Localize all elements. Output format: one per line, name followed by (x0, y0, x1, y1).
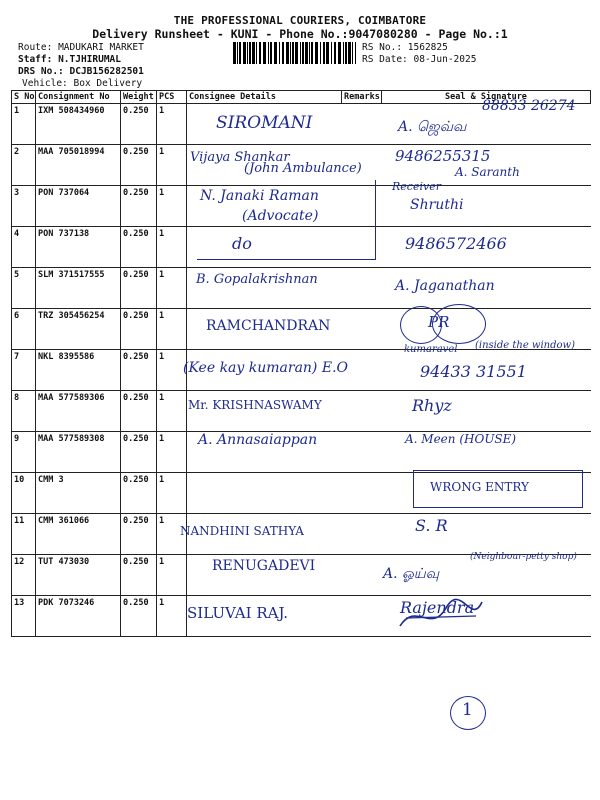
cell-consignment-no: TUT 473030 (36, 555, 121, 596)
cell-pcs: 1 (157, 227, 187, 268)
cell-consignment-no: TRZ 305456254 (36, 309, 121, 350)
cell-sno: 4 (12, 227, 36, 268)
route-label: Route: (18, 42, 53, 53)
table-row (12, 596, 591, 637)
hw-r7-note-a: kumaravel (404, 344, 458, 355)
hw-r1-consignee: SIROMANI (216, 113, 313, 133)
cell-pcs: 1 (157, 391, 187, 432)
col-header-weight: Weight (121, 91, 157, 104)
cell-sno: 8 (12, 391, 36, 432)
hw-r7-consignee: (Kee kay kumaran) E.O (183, 360, 348, 376)
hw-r2-phone: 9486255315 (395, 147, 491, 165)
hw-r1-phone: 88833 26274 (482, 98, 576, 114)
col-header-pcs: PCS (157, 91, 187, 104)
cell-weight: 0.250 (121, 145, 157, 186)
cell-remarks (342, 514, 382, 555)
cell-weight: 0.250 (121, 432, 157, 473)
col-header-consignee: Consignee Details (187, 91, 342, 104)
cell-sno: 3 (12, 186, 36, 227)
cell-weight: 0.250 (121, 104, 157, 145)
cell-weight: 0.250 (121, 596, 157, 637)
hw-r7-phone: 94433 31551 (420, 362, 527, 381)
rs-no-value: 1562825 (407, 42, 448, 53)
hw-r8-sign: Rhyz (412, 396, 452, 415)
runsheet-title: Delivery Runsheet - KUNI - Phone No.:9047080280 - Page No.:1 (92, 27, 508, 41)
cell-remarks (342, 104, 382, 145)
col-header-remarks: Remarks (342, 91, 382, 104)
barcode-image (233, 42, 356, 64)
vehicle-value: Box Delivery (73, 78, 143, 89)
cell-weight: 0.250 (121, 186, 157, 227)
cell-sno: 5 (12, 268, 36, 309)
hw-r5-sign: A. Jaganathan (395, 278, 495, 294)
cell-weight: 0.250 (121, 391, 157, 432)
col-header-consignment: Consignment No (36, 91, 121, 104)
hw-r13-sign: Rajendra (400, 598, 475, 617)
company-name: THE PROFESSIONAL COURIERS, COIMBATORE (173, 14, 427, 27)
cell-consignment-no: PON 737138 (36, 227, 121, 268)
cell-consignment-no: NKL 8395586 (36, 350, 121, 391)
cell-remarks (342, 473, 382, 514)
hw-r3-consignee-b: (Advocate) (242, 208, 319, 224)
hw-r12-note: (Neighbour-petty shop) (470, 552, 577, 562)
cell-consignment-no: CMM 361066 (36, 514, 121, 555)
route-value: MADUKARI MARKET (58, 42, 144, 53)
hw-r6-sign: PR (428, 313, 450, 331)
cell-weight: 0.250 (121, 350, 157, 391)
col-header-sno: S No (12, 91, 36, 104)
cell-consignment-no: IXM 508434960 (36, 104, 121, 145)
cell-pcs: 1 (157, 309, 187, 350)
rs-date-value: 08-Jun-2025 (413, 54, 477, 65)
cell-weight: 0.250 (121, 473, 157, 514)
cell-sno: 2 (12, 145, 36, 186)
rs-no-label: RS No.: (362, 42, 403, 53)
hw-r6-consignee: RAMCHANDRAN (206, 318, 331, 334)
hw-r8-consignee: Mr. KRISHNASWAMY (188, 398, 322, 412)
hw-r5-consignee: B. Gopalakrishnan (196, 272, 318, 287)
hw-r11-consignee: NANDHINI SATHYA (180, 524, 304, 538)
cell-pcs: 1 (157, 514, 187, 555)
col-header-seal: Seal & Signature (382, 91, 591, 104)
drs-label: DRS No.: (18, 66, 64, 77)
cell-pcs: 1 (157, 432, 187, 473)
cell-sno: 1 (12, 104, 36, 145)
cell-remarks (342, 391, 382, 432)
hw-r12-sign: A. ஓய்வு (383, 566, 440, 582)
cell-pcs: 1 (157, 596, 187, 637)
cell-consignment-no: MAA 577589308 (36, 432, 121, 473)
hw-r9-sign: A. Meen (HOUSE) (405, 432, 517, 446)
vehicle-label: Vehicle: (22, 78, 68, 89)
hw-r1-sign: A. ஜெவ்வ (398, 119, 467, 135)
cell-consignment-no: CMM 3 (36, 473, 121, 514)
hw-r9-consignee: A. Annasaiappan (198, 432, 318, 448)
cell-seal-signature (382, 514, 591, 555)
hw-page-mark: 1 (462, 700, 473, 720)
hw-r3-bracket (197, 180, 376, 260)
cell-sno: 12 (12, 555, 36, 596)
hw-r3-consignee-a: N. Janaki Raman (200, 188, 319, 204)
cell-pcs: 1 (157, 186, 187, 227)
hw-r13-scribble (396, 596, 486, 636)
cell-consignment-no: MAA 705018994 (36, 145, 121, 186)
cell-sno: 10 (12, 473, 36, 514)
cell-pcs: 1 (157, 268, 187, 309)
rs-date-line (362, 53, 476, 66)
cell-sno: 7 (12, 350, 36, 391)
hw-r7-note-b: (inside the window) (475, 340, 576, 351)
cell-remarks (342, 555, 382, 596)
cell-sno: 11 (12, 514, 36, 555)
hw-r3-receiver: Receiver (392, 180, 441, 193)
hw-r3-sign: Shruthi (410, 197, 464, 213)
vehicle-line (22, 77, 142, 90)
cell-consignment-no: MAA 577589306 (36, 391, 121, 432)
cell-weight: 0.250 (121, 555, 157, 596)
drs-value: DCJB156282501 (69, 66, 144, 77)
staff-label: Staff: (18, 54, 53, 65)
cell-remarks (342, 596, 382, 637)
hw-r2-consignee-b: (John Ambulance) (244, 161, 362, 176)
staff-value: N.TJHIRUMAL (58, 54, 121, 65)
cell-pcs: 1 (157, 555, 187, 596)
hw-r4-phone: 9486572466 (405, 234, 507, 253)
cell-weight: 0.250 (121, 268, 157, 309)
cell-sno: 13 (12, 596, 36, 637)
cell-pcs: 1 (157, 473, 187, 514)
cell-remarks (342, 309, 382, 350)
cell-weight: 0.250 (121, 227, 157, 268)
cell-remarks (342, 268, 382, 309)
hw-r2-consignee-a: Vijaya Shankar (190, 150, 290, 165)
cell-consignment-no: PDK 7073246 (36, 596, 121, 637)
rs-date-label: RS Date: (362, 54, 408, 65)
hw-r10-remark: WRONG ENTRY (430, 480, 529, 494)
hw-r13-consignee: SILUVAI RAJ. (187, 604, 289, 622)
hw-r11-sign: S. R (415, 516, 448, 535)
cell-consignment-no: PON 737064 (36, 186, 121, 227)
cell-pcs: 1 (157, 104, 187, 145)
cell-weight: 0.250 (121, 514, 157, 555)
cell-consignee-details (187, 473, 342, 514)
hw-r2-sign: A. Saranth (455, 165, 520, 179)
cell-pcs: 1 (157, 145, 187, 186)
hw-r4-consignee: do (232, 234, 252, 253)
cell-sno: 6 (12, 309, 36, 350)
cell-remarks (342, 432, 382, 473)
cell-pcs: 1 (157, 350, 187, 391)
cell-weight: 0.250 (121, 309, 157, 350)
hw-r12-consignee: RENUGADEVI (212, 558, 316, 574)
cell-sno: 9 (12, 432, 36, 473)
cell-consignment-no: SLM 371517555 (36, 268, 121, 309)
